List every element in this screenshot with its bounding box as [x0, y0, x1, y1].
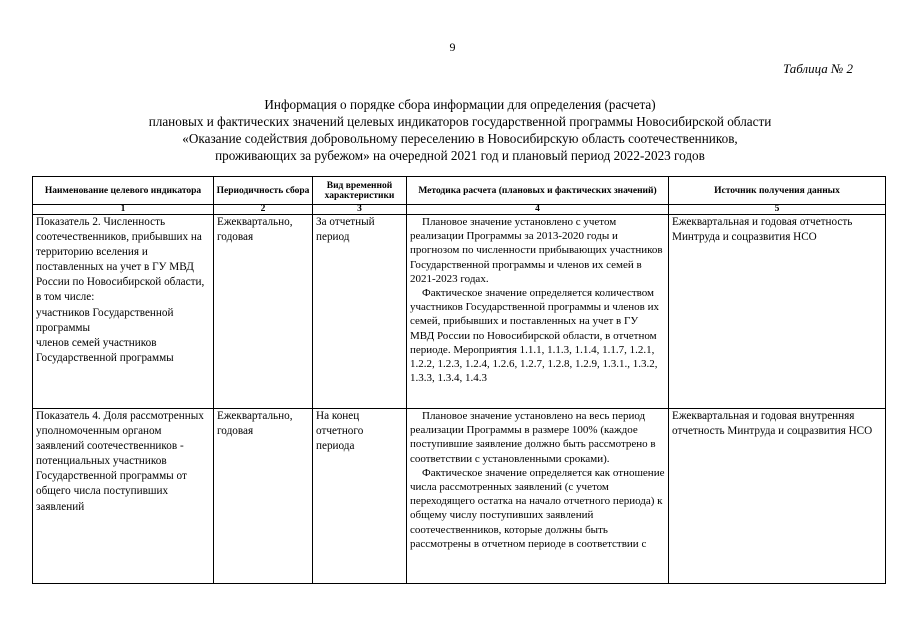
column-header-periodicity: Периодичность сбора [214, 177, 313, 205]
column-number-row [33, 205, 886, 215]
title-line: проживающих за рубежом» на очередной 2021 год и плановый период 2022-2023 годов [215, 148, 705, 163]
column-header-source: Источник получения данных [669, 177, 886, 205]
table-header-row [33, 177, 886, 205]
column-header-indicator: Наименование целевого индикатора [33, 177, 214, 205]
indicator-text: Показатель 2. Численность соотечественников, прибывших на территорию вселения и поставленных на учет в ГУ МВД России по Новосибирской области, в том числе: [36, 216, 205, 304]
indicator-text: членов семей участников Государственной программы [36, 336, 174, 364]
method-paragraph: Фактическое значение определяется как отношение числа рассмотренных заявлений (с учетом переходящего остатка на начало отчетного периода) к общему числу поступивших заявлений соотечественников, которые должны быть рассмотрены в отчетном периоде в соответствии с [410, 466, 665, 550]
title-line: плановых и фактических значений целевых индикаторов государственной программы Новосибирской области [148, 114, 772, 129]
method-paragraph: Плановое значение установлено с учетом реализации Программы за 2013-2020 годы и прогнозом по численности прибывающих участников Государственной программы и членов их семей в 2021-2023 годах. [410, 216, 663, 285]
column-number: 3 [313, 205, 407, 215]
source-cell: Ежеквартальная и годовая внутренняя отчетность Минтруда и соцразвития НСО [669, 409, 886, 584]
column-number: 5 [669, 205, 886, 215]
column-number: 1 [33, 205, 214, 215]
method-cell [407, 409, 669, 584]
method-paragraph: Фактическое значение определяется количеством участников Государственной программы и членов их семей, прибывших и поставленных на учет в ГУ МВД России по Новосибирской области, в отчетном периоде. Мероприятия 1.1.1, 1.1.3, 1.1.4, 1.1.7, 1.2.1, 1.2.2, 1.2.3, 1.2.4, 1.2.6, 1.2.7, 1.2.8, 1.2.9, 1.3.1., 1.3.2, 1.3.3, 1.3.4, 1.4.3 [410, 287, 660, 385]
column-number: 2 [214, 205, 313, 215]
indicators-table [32, 176, 886, 584]
title-line: «Оказание содействия добровольному переселению в Новосибирскую область соотечественников, [182, 131, 738, 146]
time-type-cell: За отчетный период [313, 215, 407, 409]
periodicity-cell: Ежеквартально, годовая [214, 215, 313, 409]
document-title [60, 96, 860, 164]
method-cell [407, 215, 669, 409]
method-paragraph: Плановое значение установлено на весь период реализации Программы в размере 100% (каждое поступившие заявление должно быть рассмотрено в соответствии с установленными сроками). [410, 410, 656, 465]
time-type-cell: На конец отчетного периода [313, 409, 407, 584]
column-number: 4 [407, 205, 669, 215]
table-row [33, 409, 886, 584]
source-cell: Ежеквартальная и годовая отчетность Минтруда и соцразвития НСО [669, 215, 886, 409]
periodicity-cell: Ежеквартально, годовая [214, 409, 313, 584]
page-number: 9 [449, 40, 456, 54]
column-header-method: Методика расчета (плановых и фактических значений) [407, 177, 669, 205]
indicator-text: Показатель 4. Доля рассмотренных уполномоченным органом заявлений соотечественников - потенциальных участников Государственной программы от общего числа поступивших заявлений [36, 410, 204, 513]
table-label: Таблица № 2 [782, 61, 853, 76]
table-row [33, 215, 886, 409]
indicator-cell [33, 409, 214, 584]
indicator-text: участников Государственной программы [36, 306, 174, 334]
column-header-time-type: Вид временной характеристики [313, 177, 407, 205]
title-line: Информация о порядке сбора информации для определения (расчета) [264, 97, 656, 112]
indicator-cell [33, 215, 214, 409]
